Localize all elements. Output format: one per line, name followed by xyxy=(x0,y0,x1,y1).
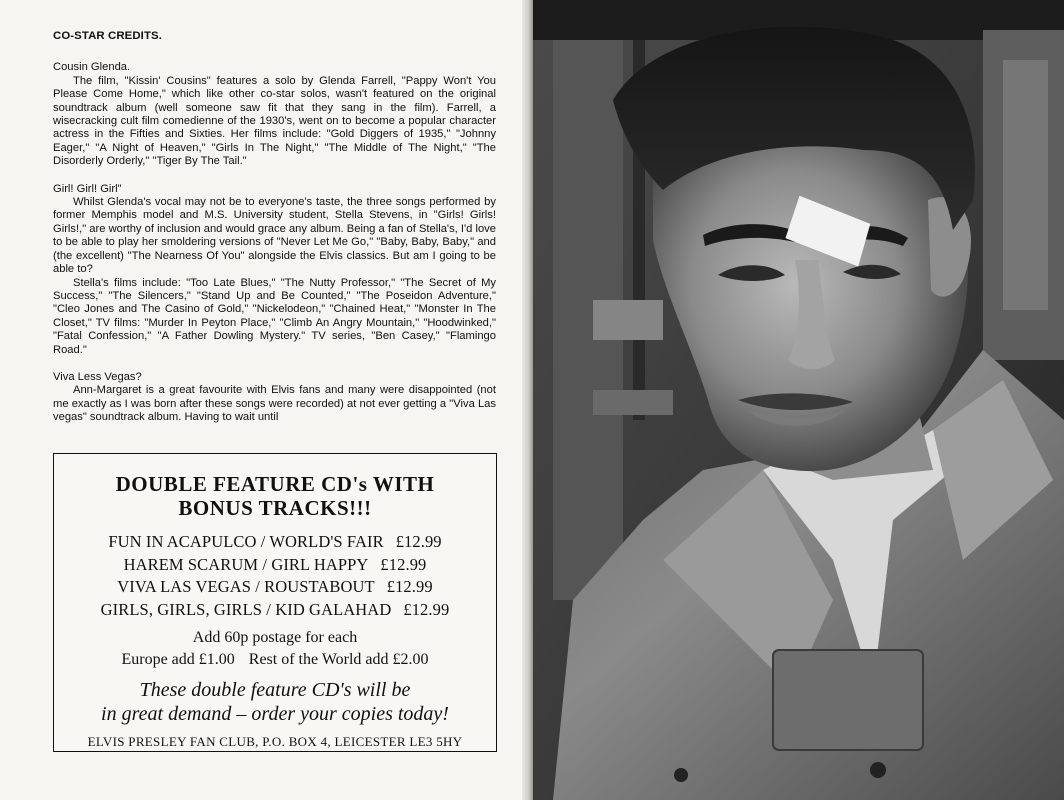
section-heading: Girl! Girl! Girl" xyxy=(53,182,122,195)
cd-price: £12.99 xyxy=(386,577,433,597)
postage-europe: Europe add £1.00 xyxy=(121,651,235,669)
advert-tagline-line-1: These double feature CD's will be xyxy=(139,679,411,702)
article-paragraph: Whilst Glenda's vocal may not be to everyone's taste, the three songs performed by former Memphis model and M.S. University student, Stella Stevens, in "Girls! Girls! Girls!," are worthy of inclusion and would grace any album. Being a fan of Stella's, I'd love to be able to play her smoldering versions of "Never Let Me Go," "Baby, Baby, Baby," and (the excellent) "The Nearness Of You" alongside the Elvis classics. But am I going to be able to? xyxy=(53,196,496,276)
article-section-girls-girls-girls xyxy=(53,183,496,357)
cd-title: FUN IN ACAPULCO / WORLD'S FAIR xyxy=(108,532,384,551)
cd-title: HAREM SCARUM / GIRL HAPPY xyxy=(123,554,369,574)
elvis-photograph xyxy=(533,0,1064,800)
article-paragraph: Ann-Margaret is a great favourite with Elvis fans and many were disappointed (not me exactly as I was born after these songs were recorded) at not ever getting a "Viva Las vegas" soundtrack album. Having to wait until xyxy=(53,384,496,424)
article-paragraph: Stella's films include: "Too Late Blues," "The Nutty Professor," "The Secret of My Success," "The Silencers," "Stand Up and Be Counted," "The Poseidon Adventure," "Cleo Jones and The Casino of Gold," "Nickelodeon," "Chained Heat," "Monster In The Closet," TV films: "Murder In Peyton Place," "Climb An Angry Mountain," "Hoodwinked," "Fatal Confession," "A Father Dowling Mystery." TV series, "Ben Casey," "Flamingo Road." xyxy=(53,276,496,356)
cd-title: VIVA LAS VEGAS / ROUSTABOUT xyxy=(117,577,375,597)
advert-cd-item xyxy=(54,599,496,622)
article-section-viva-less-vegas xyxy=(53,371,496,425)
section-heading: Cousin Glenda. xyxy=(53,61,131,74)
cd-price: £12.99 xyxy=(403,599,450,619)
advert-cd-list xyxy=(54,531,496,621)
page-heading: CO-STAR CREDITS. xyxy=(53,30,162,42)
cd-price: £12.99 xyxy=(395,532,442,551)
section-heading: Viva Less Vegas? xyxy=(53,370,142,383)
advert-postage-overseas xyxy=(54,649,496,671)
cd-advertisement xyxy=(53,453,497,752)
cd-price: £12.99 xyxy=(380,554,427,574)
fan-club-address: ELVIS PRESLEY FAN CLUB, P.O. BOX 4, LEICESTER LE3 5HY xyxy=(87,734,463,750)
advert-title-line-1: DOUBLE FEATURE CD's WITH xyxy=(115,472,435,496)
advert-postage: Add 60p postage for each xyxy=(192,629,358,647)
advert-cd-item xyxy=(54,531,496,554)
article-paragraph: The film, "Kissin' Cousins" features a solo by Glenda Farrell, "Pappy Won't You Please Come Home," which like other co-star solos, wasn't featured on the original soundtrack album (well someone saw fit that they sang in the film). Farrell, a wisecracking cult film comedienne of the 1930's, went on to become a popular character actress in the Fifties and Sixties. Her films include: "Gold Diggers of 1935," "Johnny Eager," "A Night of Heaven," "Girls In The Night," "The Middle of The Night," "The Disorderly Orderly," "Tiger By The Tail." xyxy=(53,74,496,168)
advert-cd-item xyxy=(54,576,496,599)
cd-title: GIRLS, GIRLS, GIRLS / KID GALAHAD xyxy=(100,599,392,619)
advert-title xyxy=(54,472,496,520)
advert-tagline xyxy=(54,678,496,726)
article-section-cousin-glenda xyxy=(53,61,496,168)
right-page-photo xyxy=(533,0,1064,800)
advert-cd-item xyxy=(54,554,496,577)
advert-tagline-line-2: in great demand – order your copies today! xyxy=(101,703,449,726)
postage-world: Rest of the World add £2.00 xyxy=(248,651,429,669)
advert-title-line-2: BONUS TRACKS!!! xyxy=(178,496,372,520)
